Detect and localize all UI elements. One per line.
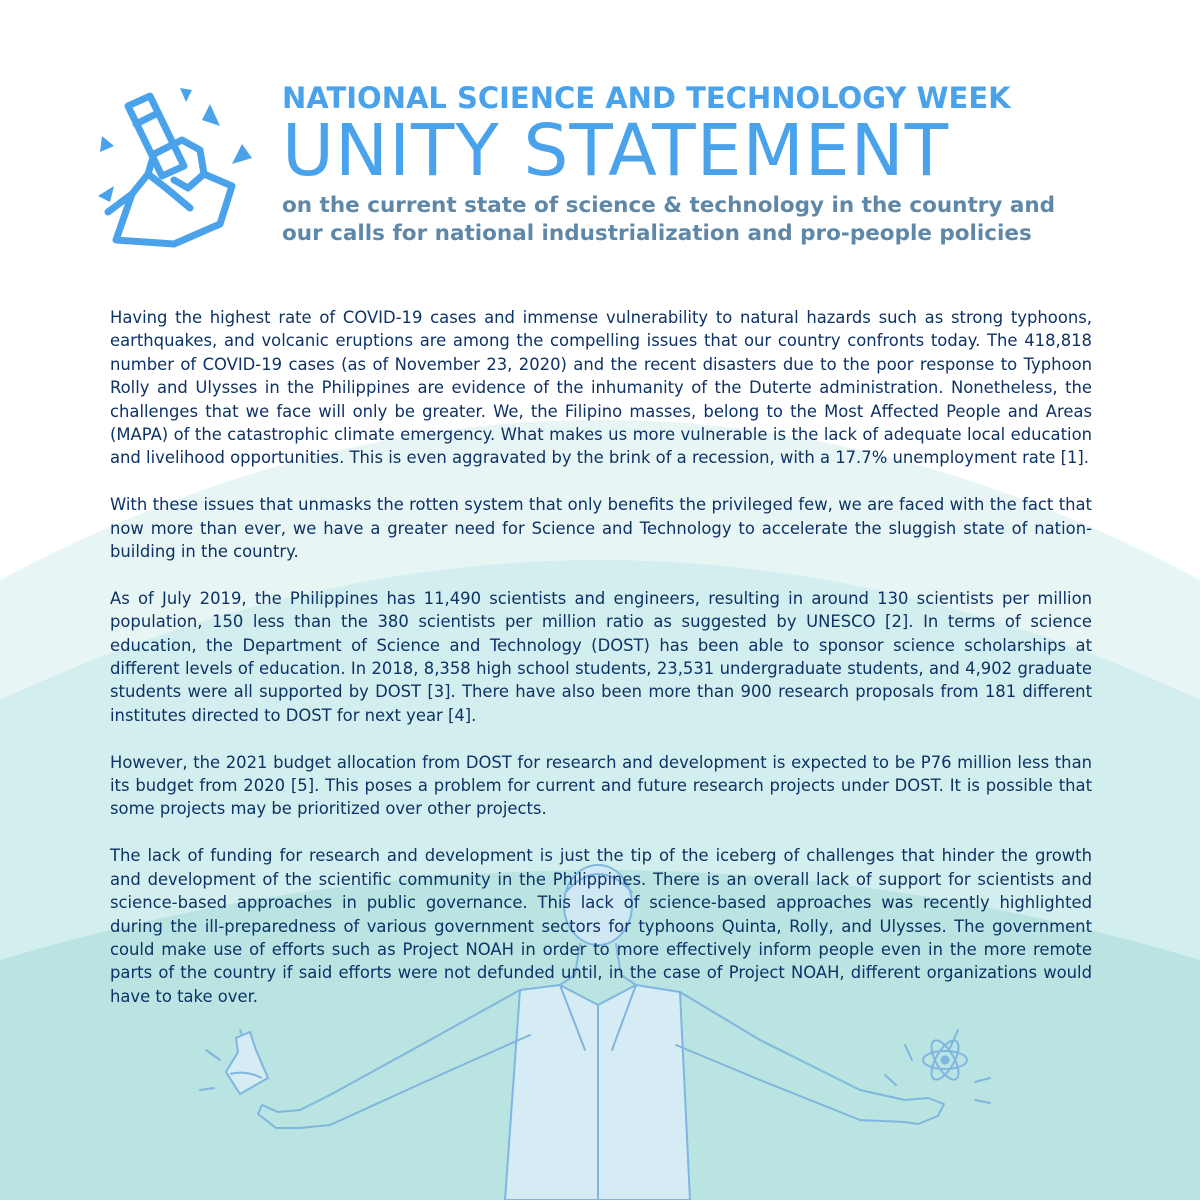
subtitle-line-1: on the current state of science & technology in the country and: [282, 193, 1056, 218]
paragraph-3: As of July 2019, the Philippines has 11,490 scientists and engineers, resulting in around 130 scientists per million population, 150 less than the 380 scientists per million ratio as suggested by UNESCO [2]. In terms of science education, the Department of Science and Technology (DOST) has been able to sponsor science scholarships at different levels of education. In 2018, 8,358 high school students, 23,531 undergraduate students, and 4,902 graduate students were all supported by DOST [3]. There have also been more than 900 research proposals from 181 different institutes directed to DOST for next year [4].: [110, 588, 1092, 725]
event-kicker: NATIONAL SCIENCE AND TECHNOLOGY WEEK: [282, 81, 1011, 115]
header: [282, 80, 1082, 248]
page-title: UNITY STATEMENT: [282, 109, 950, 192]
page-subtitle: [282, 192, 1072, 248]
paragraph-2: With these issues that unmasks the rotten system that only benefits the privileged few, we are faced with the fact that now more than ever, we have a greater need for Science and Technology to accelerate the sluggish state of nation-building in the country.: [110, 495, 1092, 562]
paragraph-1: Having the highest rate of COVID-19 cases and immense vulnerability to natural hazards such as strong typhoons, earthquakes, and volcanic eruptions are among the compelling issues that our country confronts today. The 418,818 number of COVID-19 cases (as of November 23, 2020) and the recent disasters due to the poor response to Typhoon Rolly and Ulysses in the Philippines are evidence of the inhumanity of the Duterte administration. Nonetheless, the challenges that we face will only be greater. We, the Filipino masses, belong to the Most Affected People and Areas (MAPA) of the catastrophic climate emergency. What makes us more vulnerable is the lack of adequate local education and livelihood opportunities. This is even aggravated by the brink of a recession, with a 17.7% unemployment rate [1].: [110, 308, 1092, 468]
statement-body: [110, 306, 1092, 1032]
subtitle-line-2: our calls for national industrialization and pro-people policies: [282, 221, 1032, 246]
paragraph-4: However, the 2021 budget allocation from DOST for research and development is expected to be P76 million less than its budget from 2020 [5]. This poses a problem for current and future research projects under DOST. It is possible that some projects may be prioritized over other projects.: [110, 752, 1092, 819]
paragraph-5: The lack of funding for research and development is just the tip of the iceberg of challenges that hinder the growth and development of the scientific community in the Philippines. There is an overall lack of support for scientists and science-based approaches in public governance. This lack of science-based approaches was recently highlighted during the ill-preparedness of various government sectors for typhoons Quinta, Rolly, and Ulysses. The government could make use of efforts such as Project NOAH in order to more effectively inform people even in the more remote parts of the country if said efforts were not defunded until, in the case of Project NOAH, different organizations would have to take over.: [110, 846, 1092, 1006]
raised-fist-test-tube-icon: [92, 84, 262, 264]
